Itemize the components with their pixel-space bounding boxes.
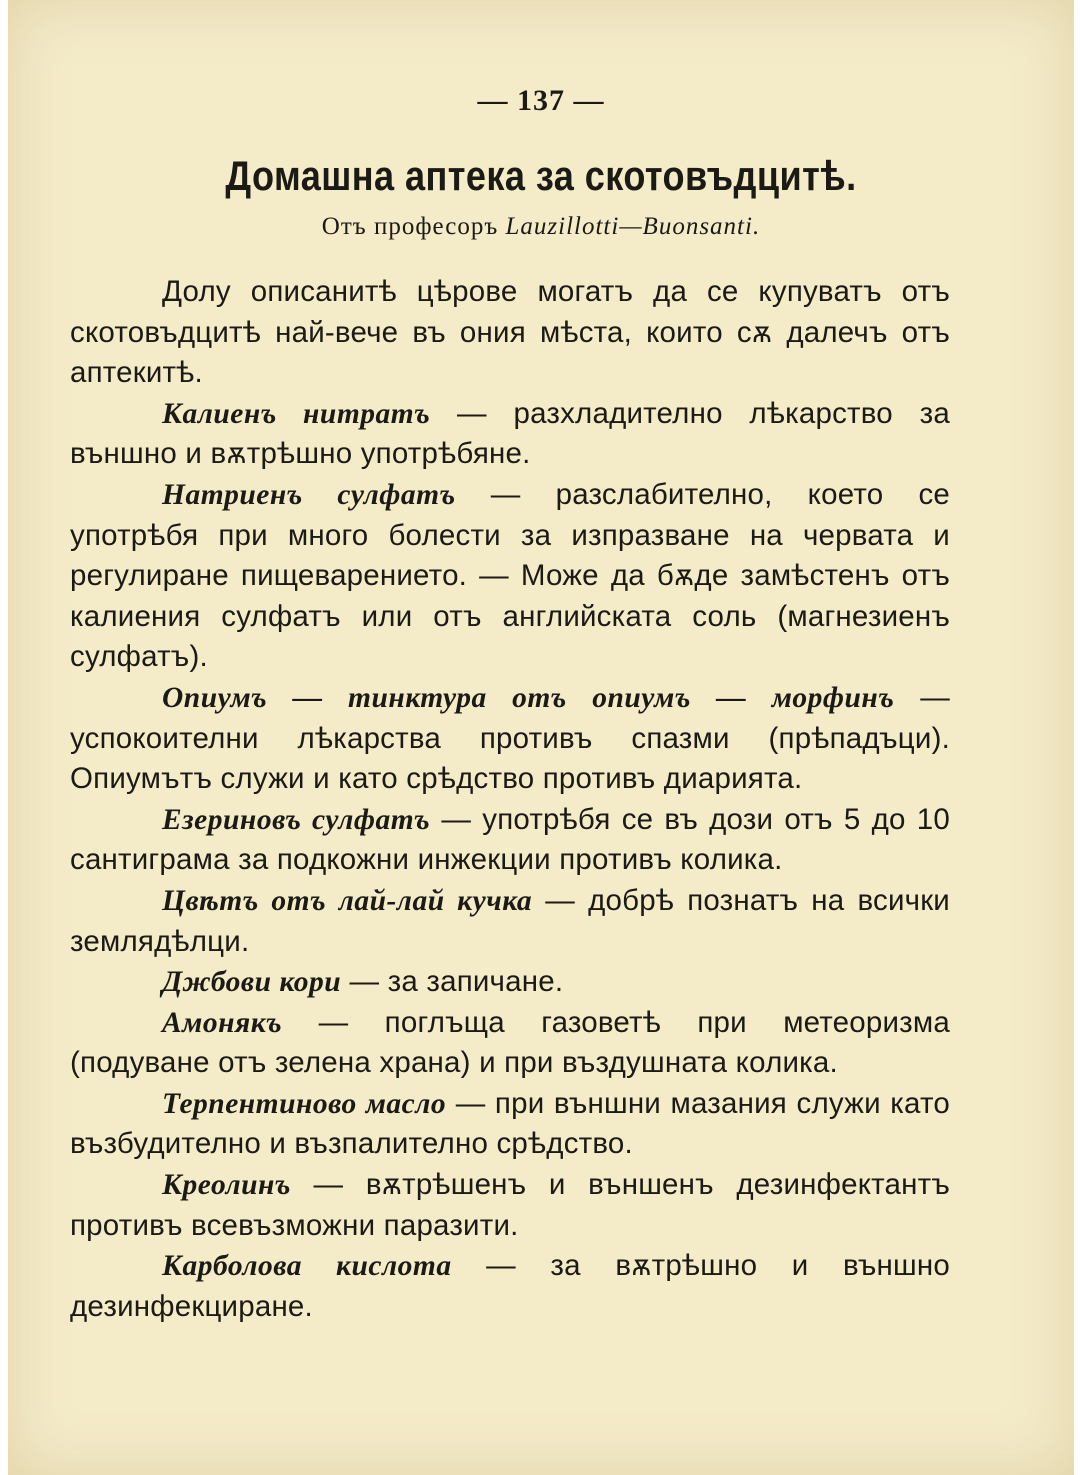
entry-paragraph (70, 475, 950, 678)
entry-term: Опиумъ — тинктура отъ опиумъ — морфинъ (162, 681, 895, 714)
entry-term: Терпентиново масло (162, 1087, 447, 1120)
entry-text: — добрѣ познатъ на всички землядѣлци. (70, 883, 950, 958)
entry-paragraph (70, 800, 950, 881)
byline (8, 210, 1074, 244)
entry-text: — поглъща газоветѣ при метеоризма (подуване отъ зелена храна) и при въздушната колика. (70, 1005, 950, 1080)
entry-text: — за запичане. (341, 965, 564, 999)
entry-term: Цвѣтъ отъ лай-лай кучка (162, 884, 533, 917)
entry-paragraph (70, 1003, 950, 1084)
entry-paragraph (70, 394, 950, 475)
entry-term: Натриенъ сулфатъ (162, 478, 456, 511)
entry-text: — за вѫтрѣшно и външно дезинфекциране. (70, 1249, 950, 1323)
entry-paragraph (70, 1246, 950, 1327)
entry-text: — употрѣбя се въ дози отъ 5 до 10 сантиграма за подкожни инжекции противъ колика. (70, 802, 951, 877)
entry-paragraph (70, 962, 950, 1003)
entry-term: Калиенъ нитратъ (162, 397, 431, 430)
entry-term: Езериновъ сулфатъ (162, 803, 431, 836)
entry-paragraph (70, 678, 950, 800)
entry-text: — при външни мазания служи като възбудително и възпалително срѣдство. (70, 1086, 950, 1161)
article-body (70, 272, 950, 1327)
entry-text: — разслабително, което се употрѣбя при много болести за изпразване на червата и регулиране пищеварението. — Може да бѫде замѣстенъ отъ калиения сулфатъ или отъ английската соль (магнезиенъ сулфатъ). (70, 477, 951, 674)
byline-prefix: Отъ професоръ (321, 213, 506, 240)
entry-term: Карболова кислота (162, 1250, 452, 1283)
entry-text: — вѫтрѣшенъ и външенъ дезинфектантъ противъ всевъзможни паразити. (70, 1168, 950, 1242)
entry-paragraph (70, 1165, 950, 1246)
book-page (8, 0, 1074, 1475)
byline-author: Lauzillotti—Buonsanti. (505, 213, 761, 240)
entry-paragraph (70, 1084, 950, 1165)
entry-term: Амонякъ (162, 1006, 283, 1039)
entry-term: Джбови кори (162, 966, 342, 999)
intro-paragraph: Долу описанитѣ цѣрове могатъ да се купуватъ отъ скотовъдцитѣ най-вече въ ония мѣста, които сѫ далечъ отъ аптекитѣ. (70, 275, 950, 390)
entry-paragraph (70, 881, 950, 962)
entry-text: — успокоителни лѣкарства противъ спазми (прѣпадъци). Опиумътъ служи и като срѣдство противъ диарията. (70, 680, 950, 796)
page-number: — 137 — (477, 84, 605, 117)
page-title: Домашна аптека за скотовъдцитѣ. (225, 152, 857, 199)
entry-text: — разхладително лѣкарство за външно и вѫтрѣшно употрѣбяне. (70, 396, 950, 471)
entry-term: Креолинъ (162, 1169, 291, 1202)
